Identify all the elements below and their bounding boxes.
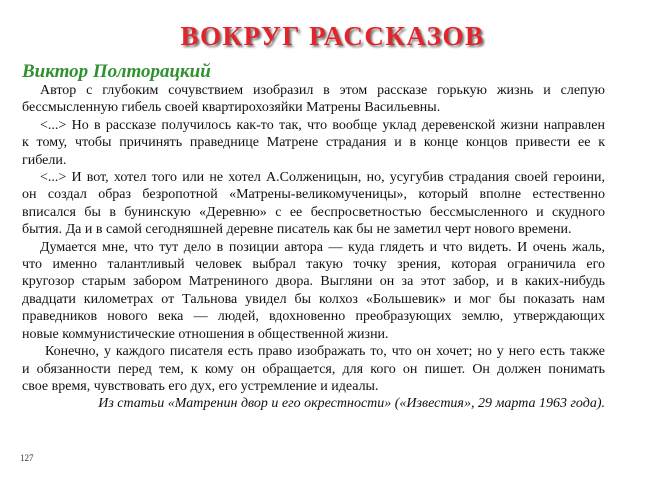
text-line: гибели. (22, 152, 67, 168)
text-line: <...> Но в рассказе получилось как-то так, что вообще уклад деревенской жизни направлен (40, 117, 605, 133)
text-line: праведников нового века — людей, вдохновенно преобразующих землю, утверждающих (22, 309, 605, 325)
text-line: кругозор старым забором Матрениного двора. Выгляни он за этот забор, и в каких-нибудь (22, 274, 605, 290)
text-line: <...> И вот, хотел того или не хотел А.Солженицын, но, усугубив страдания своей героини, (40, 170, 605, 186)
section-title: ВОКРУГ РАССКАЗОВ (180, 21, 485, 51)
article-body (22, 82, 605, 413)
paragraph-5 (22, 343, 605, 395)
text-line: и обязанности перед тем, к кому он обращается, для кого он пишет. Он должен понимать (22, 361, 605, 377)
source-citation: Из статьи «Матренин двор и его окрестности» («Известия», 29 марта 1963 года). (98, 396, 605, 412)
page-number: 127 (20, 453, 34, 463)
text-line: двадцати километрах от Тальнова увидел бы колхоз «Большевик» и мог бы показать нам (22, 291, 605, 307)
text-line: Думается мне, что тут дело в позиции автора — куда глядеть и что видеть. И очень жаль, (40, 239, 605, 255)
text-line: к тому, чтобы причинять праведнице Матрене страдания и в конце концов привести ее к (22, 135, 605, 151)
text-line: новые коммунистические отношения в общественной жизни. (22, 326, 389, 342)
text-line: бессмысленную гибель своей квартирохозяйки Матрены Васильевны. (22, 100, 441, 116)
paragraph-1 (22, 82, 605, 117)
text-line: бытия. Да и в самой сегодняшней деревне писатель как бы не заметил черт нового времени. (22, 222, 572, 238)
paragraph-3 (22, 169, 605, 239)
text-line: он создал образ безропотной «Матрены-великомученицы», который вполне естественно (22, 187, 605, 203)
text-line: вписался бы в бунинскую «Деревню» с ее беспросветностью бессмысленного и скудного (22, 204, 605, 220)
text-line: свое время, чувствовать его дух, его устремление и идеалы. (22, 378, 379, 394)
article-author: Виктор Полторацкий (22, 61, 211, 82)
text-line: Автор с глубоким сочувствием изобразил в этом рассказе горькую жизнь и слепую (40, 83, 605, 98)
text-line: что именно талантливый человек выбрал такую точку зрения, которая ограничила его (22, 257, 605, 273)
paragraph-4 (22, 239, 605, 343)
text-line: Конечно, у каждого писателя есть право изображать то, что он хочет; но у него есть также (45, 344, 605, 360)
paragraph-2 (22, 117, 605, 169)
